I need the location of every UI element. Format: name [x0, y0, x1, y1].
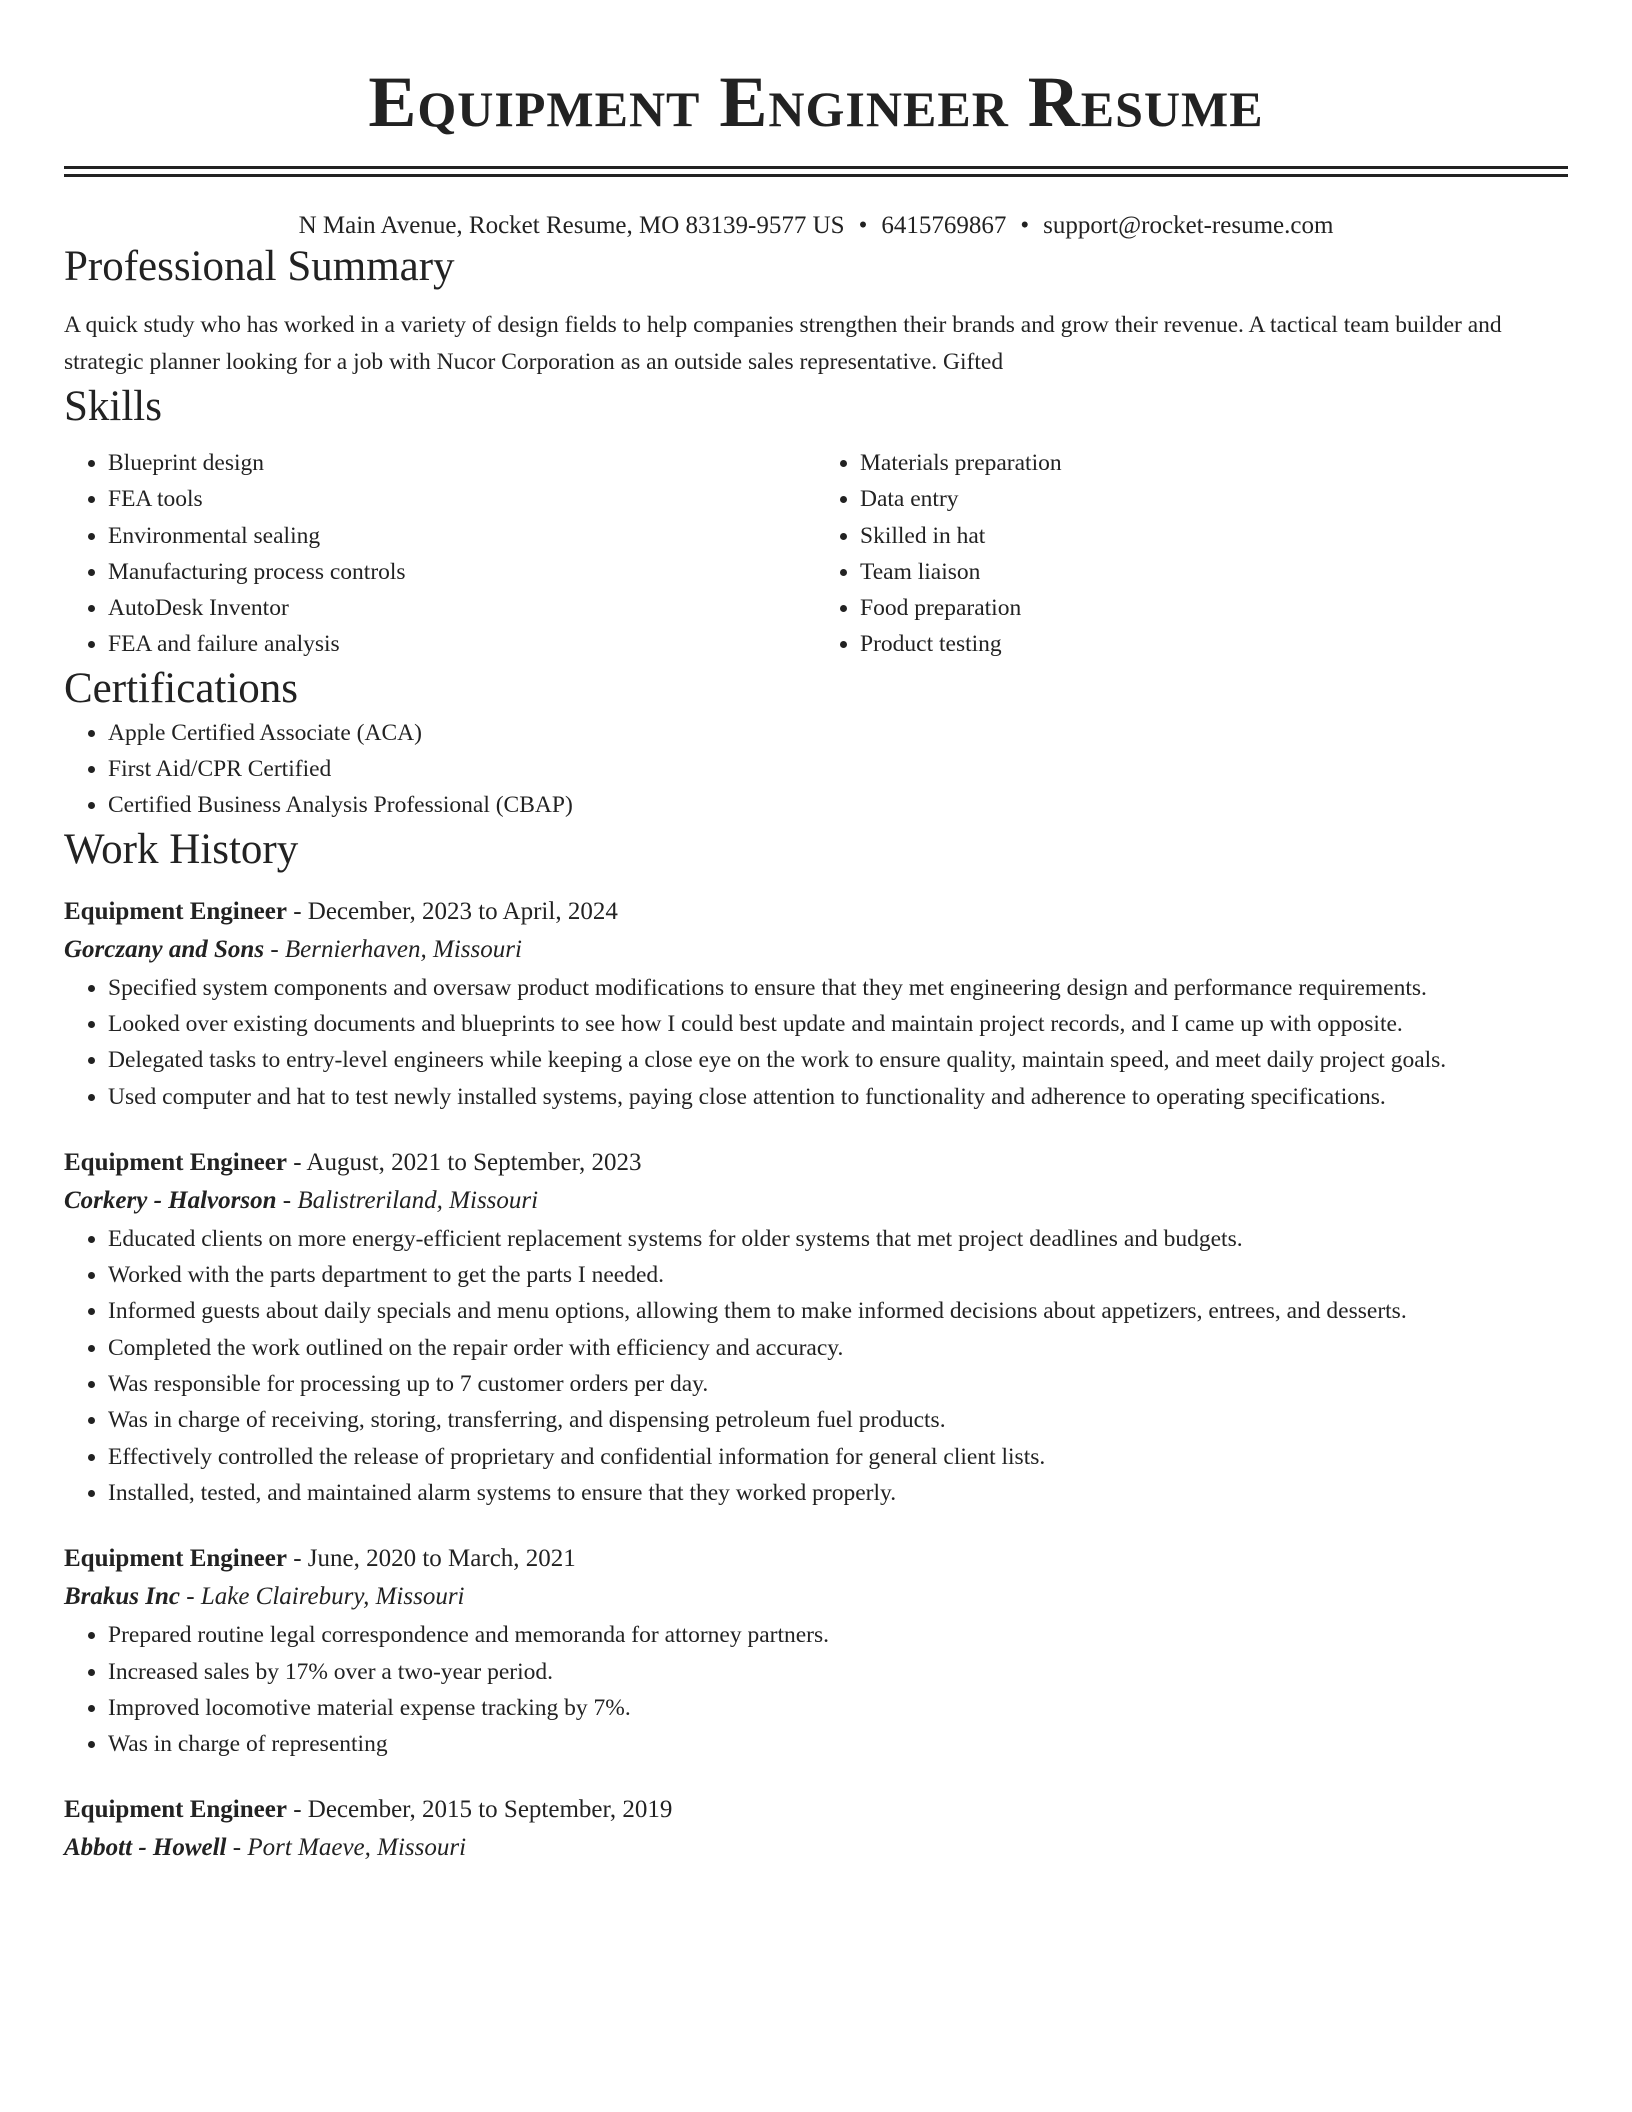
job-company: Brakus Inc — [64, 1583, 181, 1611]
certification-item: • First Aid/CPR Certified — [108, 751, 1568, 787]
skill-item: • Blueprint design — [108, 445, 816, 481]
certifications-heading: Certifications — [64, 664, 299, 712]
job-bullet: • Was responsible for processing up to 7 customer orders per day. — [108, 1366, 1568, 1402]
job-entry — [64, 1145, 1568, 1511]
skill-item: • AutoDesk Inventor — [108, 590, 816, 626]
job-bullet: • Specified system components and oversaw product modifications to ensure that they met engineering design and performance requirements. — [108, 970, 1568, 1006]
contact-line — [64, 211, 1568, 241]
job-dates: - December, 2023 to April, 2024 — [286, 897, 618, 925]
certifications-list — [64, 715, 1568, 824]
job-bullet: • Installed, tested, and maintained alarm systems to ensure that they worked properly. — [108, 1475, 1568, 1511]
contact-separator: • — [1020, 212, 1030, 239]
job-dates: - June, 2020 to March, 2021 — [286, 1545, 576, 1573]
job-header — [64, 1145, 1568, 1181]
job-bullets — [64, 970, 1568, 1115]
certification-item: • Certified Business Analysis Professional (CBAP) — [108, 787, 1568, 823]
skill-item: • Materials preparation — [860, 445, 1568, 481]
job-company-line — [64, 1181, 1568, 1221]
skill-item: • Team liaison — [860, 554, 1568, 590]
job-entry — [64, 894, 1568, 1115]
contact-address: N Main Avenue, Rocket Resume, MO 83139-9577 US — [298, 212, 845, 239]
job-title: Equipment Engineer — [64, 897, 287, 925]
skill-item: • Manufacturing process controls — [108, 554, 816, 590]
title-divider-thin — [64, 174, 1568, 177]
job-title: Equipment Engineer — [64, 1148, 287, 1176]
job-entry — [64, 1541, 1568, 1762]
skill-item: • FEA and failure analysis — [108, 626, 816, 662]
summary-text: A quick study who has worked in a variety of design fields to help companies strengthen their brands and grow their revenue. A tactical team builder and strategic planner looking for a job with Nucor Corporation as an outside sales representative. Gifted — [64, 312, 1502, 375]
job-company-line — [64, 930, 1568, 970]
skill-item: • Product testing — [860, 626, 1568, 662]
job-bullet: • Improved locomotive material expense tracking by 7%. — [108, 1690, 1568, 1726]
skills-columns — [64, 445, 1568, 663]
job-title: Equipment Engineer — [64, 1796, 287, 1824]
job-bullet: • Delegated tasks to entry-level engineers while keeping a close eye on the work to ensure quality, maintain speed, and meet daily project goals. — [108, 1042, 1568, 1078]
resume-title: Equipment Engineer Resume — [368, 62, 1264, 142]
job-title: Equipment Engineer — [64, 1545, 287, 1573]
job-bullet: • Was in charge of receiving, storing, transferring, and dispensing petroleum fuel products. — [108, 1402, 1568, 1438]
skill-item: • Data entry — [860, 481, 1568, 517]
contact-phone: 6415769867 — [881, 212, 1007, 239]
skills-list-left — [64, 445, 816, 663]
job-header — [64, 1792, 1568, 1828]
job-bullets — [64, 1617, 1568, 1762]
skill-item: • FEA tools — [108, 481, 816, 517]
job-bullets — [64, 1221, 1568, 1511]
job-bullet: • Increased sales by 17% over a two-year period. — [108, 1654, 1568, 1690]
job-bullet: • Informed guests about daily specials and menu options, allowing them to make informed decisions about appetizers, entrees, and desserts. — [108, 1293, 1568, 1329]
skills-heading: Skills — [64, 383, 162, 430]
skill-item: • Environmental sealing — [108, 518, 816, 554]
job-bullet: • Used computer and hat to test newly installed systems, paying close attention to functionality and adherence to operating specifications. — [108, 1079, 1568, 1115]
title-divider-thick — [64, 166, 1568, 169]
job-bullet: • Completed the work outlined on the repair order with efficiency and accuracy. — [108, 1330, 1568, 1366]
skills-list-right — [816, 445, 1568, 663]
job-bullet: • Looked over existing documents and blueprints to see how I could best update and maintain project records, and I came up with opposite. — [108, 1006, 1568, 1042]
skill-item: • Skilled in hat — [860, 518, 1568, 554]
job-location: - Lake Clairebury, Missouri — [180, 1583, 465, 1611]
job-location: - Bernierhaven, Missouri — [264, 935, 522, 963]
certification-item: • Apple Certified Associate (ACA) — [108, 715, 1568, 751]
job-entry — [64, 1792, 1568, 1868]
contact-separator: • — [858, 212, 868, 239]
job-location: - Port Maeve, Missouri — [226, 1834, 467, 1862]
job-header — [64, 1541, 1568, 1577]
job-company-line — [64, 1577, 1568, 1617]
job-bullet: • Effectively controlled the release of proprietary and confidential information for general client lists. — [108, 1439, 1568, 1475]
job-bullet: • Was in charge of representing — [108, 1726, 1568, 1762]
job-bullet: • Prepared routine legal correspondence and memoranda for attorney partners. — [108, 1617, 1568, 1653]
skill-item: • Food preparation — [860, 590, 1568, 626]
work-history-heading: Work History — [64, 825, 299, 873]
job-header — [64, 894, 1568, 930]
job-company-line — [64, 1828, 1568, 1868]
job-dates: - December, 2015 to September, 2019 — [286, 1796, 673, 1824]
job-company: Gorczany and Sons — [64, 935, 265, 963]
job-location: - Balistreriland, Missouri — [276, 1186, 539, 1214]
job-company: Abbott - Howell — [64, 1834, 227, 1862]
job-bullet: • Educated clients on more energy-efficient replacement systems for older systems that met project deadlines and budgets. — [108, 1221, 1568, 1257]
summary-heading: Professional Summary — [64, 243, 455, 290]
job-company: Corkery - Halvorson — [64, 1186, 277, 1214]
job-dates: - August, 2021 to September, 2023 — [286, 1148, 642, 1176]
job-bullet: • Worked with the parts department to get the parts I needed. — [108, 1257, 1568, 1293]
contact-email: support@rocket-resume.com — [1043, 212, 1334, 239]
